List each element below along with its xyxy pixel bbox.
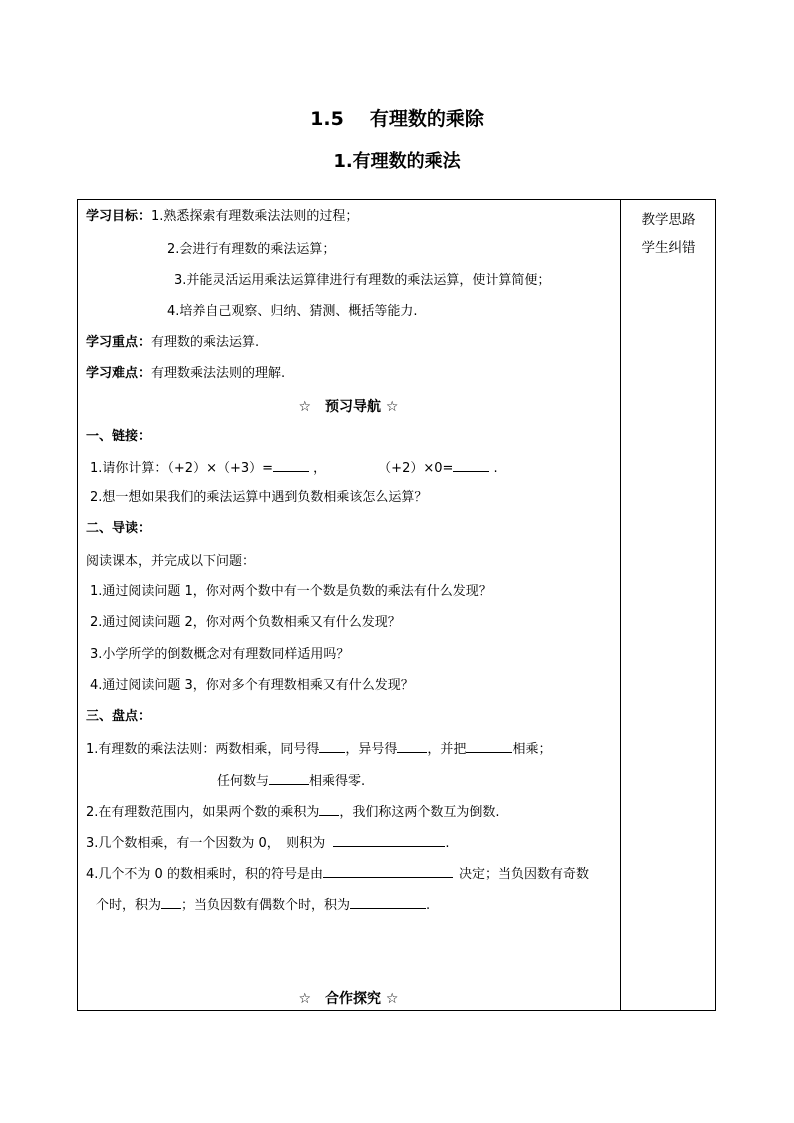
rule-text: 决定；当负因数有奇数 [458,867,589,882]
rule-text: . [445,836,450,851]
rule-text: . [426,898,431,913]
guide-item: 4.通过阅读问题 3，你对多个有理数相乘又有什么发现？ [90,678,414,693]
q1-text-2: （+2）×0= [378,461,454,476]
rule-text: 任何数与 [217,774,270,789]
rule-text: ，并把 [427,742,467,757]
goal-item: 2.会进行有理数的乘法运算； [167,242,336,257]
answer-blank[interactable] [269,771,309,785]
focus-line [86,334,259,352]
lesson-subtitle: 1.有理数的乘法 [333,151,461,172]
rule-text: 相乘； [512,742,552,757]
rule-text: 3.几个数相乘，有一个因数为 0， 则积为 [86,836,326,851]
answer-blank[interactable] [323,864,453,878]
summary-rule-3 [86,833,449,853]
q1-text: 1.请你计算：（+2）×（+3）= [90,461,274,476]
goal-item: 3.并能灵活运用乘法运算律进行有理数的乘法运算，使计算简便； [174,273,551,288]
answer-blank[interactable] [350,895,426,909]
link-label: 一、链接： [86,429,152,444]
summary-rule-1b [217,771,365,791]
focus-text: 有理数的乘法运算. [151,335,260,350]
guide-item: 1.通过阅读问题 1，你对两个数中有一个数是负数的乘法有什么发现？ [90,584,492,599]
answer-blank[interactable] [319,739,345,753]
rule-text: 4.几个不为 0 的数相乘时，积的符号是由 [86,867,323,882]
guide-intro: 阅读课本，并完成以下问题： [86,554,256,569]
answer-blank[interactable] [466,739,512,753]
lesson-name: 有理数的乘除 [369,108,484,130]
coop-heading: ☆ 合作探究 ☆ [298,991,399,1007]
column-divider [620,199,621,1011]
goals-label: 学习目标： [86,209,152,224]
guide-item: 2.通过阅读问题 2，你对两个负数相乘又有什么发现？ [90,615,401,630]
guide-label: 二、导读： [86,521,152,536]
side-label-teaching: 教学思路 [641,212,696,228]
rule-text: 2.在有理数范围内，如果两个数的乘积为 [86,805,320,820]
summary-rule-4b [96,895,430,915]
guide-item: 3.小学所学的倒数概念对有理数同样适用吗？ [90,647,350,662]
goal-item: 1.熟悉探索有理数乘法法则的过程； [151,209,359,224]
focus-label: 学习重点： [86,335,152,350]
difficulty-text: 有理数乘法法则的理解. [151,366,286,381]
rule-text: ，异号得 [345,742,398,757]
rule-text: 个时，积为 [96,898,162,913]
rule-text: ；当负因数有偶数个时，积为 [181,898,351,913]
summary-rule-1 [86,739,551,759]
summary-label: 三、盘点： [86,709,152,724]
answer-blank[interactable] [273,458,309,472]
goal-item: 4.培养自己观察、归纳、猜测、概括等能力. [167,304,418,319]
lesson-title [0,104,794,131]
link-question-1 [90,458,498,478]
answer-blank[interactable] [161,895,181,909]
preview-heading: ☆ 预习导航 ☆ [298,399,399,415]
rule-text: ，我们称这两个数互为倒数. [339,805,500,820]
rule-text: 相乘得零. [309,774,366,789]
summary-rule-2 [86,802,500,822]
difficulty-label: 学习难点： [86,366,152,381]
q1-end: . [489,461,498,476]
side-label-correction: 学生纠错 [641,240,696,256]
answer-blank[interactable] [397,739,427,753]
answer-blank[interactable] [453,458,489,472]
link-question-2: 2.想一想如果我们的乘法运算中遇到负数相乘该怎么运算？ [90,490,428,505]
answer-blank[interactable] [319,802,339,816]
lesson-number: 1.5 [310,108,344,130]
rule-text: 1.有理数的乘法法则：两数相乘，同号得 [86,742,320,757]
answer-blank[interactable] [333,833,445,847]
summary-rule-4 [86,864,589,884]
q1-sep: ， [309,461,327,476]
goal-line-1 [86,208,358,226]
difficulty-line [86,365,285,383]
